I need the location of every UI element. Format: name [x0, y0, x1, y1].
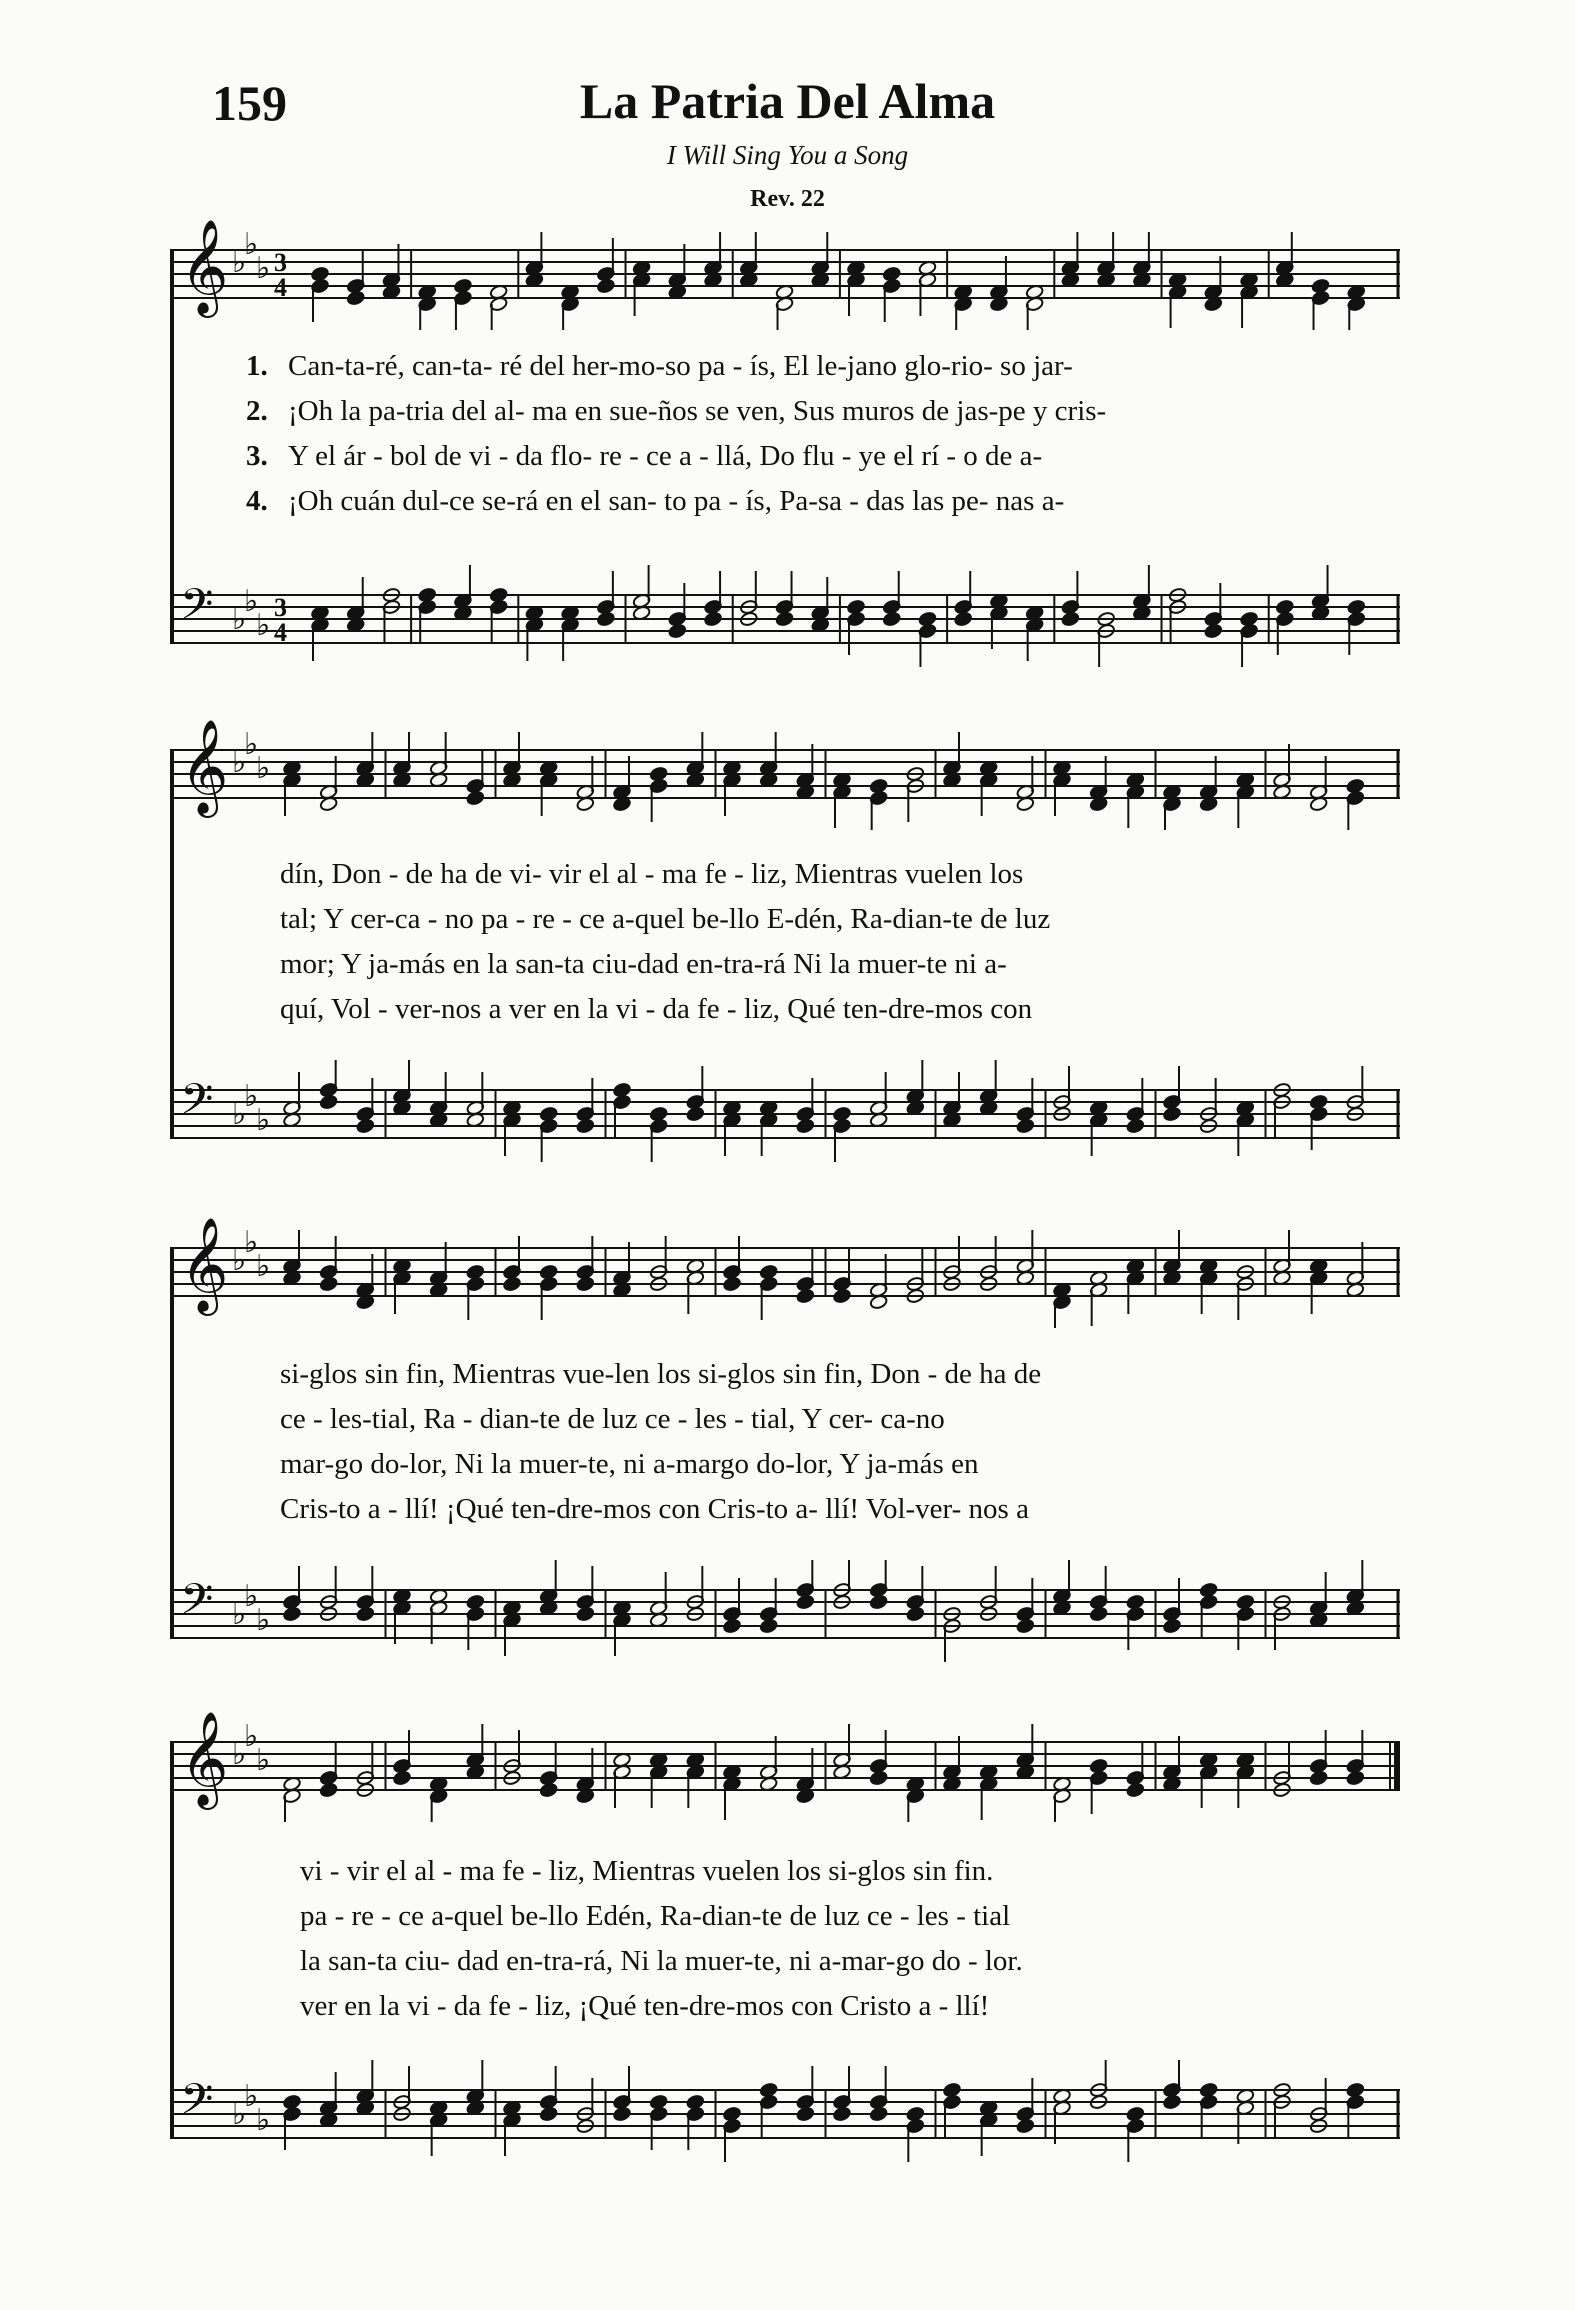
flat-icon: ♭ — [232, 602, 247, 637]
lyric-line — [170, 1945, 1400, 1985]
note-chord — [686, 1752, 705, 1808]
lyric-text: ce - les-tial, Ra - dian-te de luz ce - les - tial, Y cer- ca-no — [280, 1403, 945, 1435]
flat-icon: ♭ — [244, 1225, 259, 1260]
flat-icon: ♭ — [244, 1079, 259, 1114]
lyric-text: vi - vir el al - ma fe - liz, Mientras vuelen los si-glos sin fin. — [300, 1855, 994, 1887]
note-chord — [723, 2106, 742, 2162]
note-chord — [906, 2106, 925, 2162]
time-signature-top: 3 — [274, 248, 287, 277]
lyric-text: dín, Don - de ha de vi- vir el al - ma fe - liz, Mientras vuelen los — [280, 858, 1024, 890]
note-chord — [979, 1764, 998, 1820]
note-chord — [1089, 1758, 1108, 1814]
note-chord — [319, 1742, 338, 1798]
treble-clef-icon: 𝄞 — [180, 1218, 229, 1312]
system-bracket — [170, 1742, 174, 2138]
flat-icon: ♭ — [244, 584, 259, 619]
note-chord — [1346, 1730, 1365, 1786]
scripture-reference: Rev. 22 — [750, 186, 825, 212]
lyric-text: ¡Oh cuán dul-ce se-rá en el san- to pa - ís, Pa-sa - das las pe- nas a- — [288, 485, 1065, 517]
note-chord — [759, 2082, 778, 2138]
note-chord — [539, 1742, 558, 1798]
flat-icon: ♭ — [232, 2097, 247, 2132]
note-chord — [283, 1776, 302, 1822]
music-system-4 — [170, 0, 1400, 2310]
note-chord — [833, 1724, 852, 1780]
lyric-text: tal; Y cer-ca - no pa - re - ce a-quel be-llo E-dén, Ra-dian-te de luz — [280, 903, 1051, 935]
flat-icon: ♭ — [256, 1743, 271, 1778]
note-chord — [943, 2082, 962, 2138]
note-chord — [979, 2100, 998, 2156]
verse-number: 4. — [246, 485, 268, 517]
hymn-number: 159 — [212, 75, 287, 131]
note-chord — [1199, 1752, 1218, 1808]
flat-icon: ♭ — [232, 245, 247, 280]
verse-number: 2. — [246, 395, 268, 427]
flat-icon: ♭ — [256, 751, 271, 786]
flat-icon: ♭ — [256, 608, 271, 643]
note-chord — [1236, 1752, 1255, 1808]
note-chord — [943, 1736, 962, 1792]
note-chord — [1309, 1730, 1328, 1786]
note-chord — [649, 2094, 668, 2150]
bass-clef-icon: 𝄢 — [180, 1075, 214, 1135]
note-chord — [466, 2060, 485, 2116]
verse-number: 3. — [246, 440, 268, 472]
note-chord — [539, 2066, 558, 2122]
lyric-text: Y el ár - bol de vi - da flo- re - ce a - llá, Do flu - ye el rí - o de a- — [288, 440, 1043, 472]
flat-icon: ♭ — [232, 1597, 247, 1632]
lyric-text: ¡Oh la pa-tria del al- ma en sue-ños se ven, Sus muros de jas-pe y cris- — [288, 395, 1107, 427]
bass-clef-icon: 𝄢 — [180, 580, 214, 640]
note-chord — [1053, 2088, 1072, 2144]
lyric-line — [170, 1855, 1400, 1895]
flat-icon: ♭ — [232, 745, 247, 780]
time-signature-top: 3 — [274, 593, 287, 622]
note-chord — [356, 2060, 375, 2116]
note-chord — [466, 1724, 485, 1780]
note-chord — [1199, 2082, 1218, 2138]
treble-clef-icon: 𝄞 — [180, 720, 229, 814]
note-chord — [1163, 2060, 1182, 2110]
lyric-text: Cris-to a - llí! ¡Qué ten-dre-mos con Cris-to a- llí! Vol-ver- nos a — [280, 1493, 1029, 1525]
note-chord — [503, 2100, 522, 2156]
flat-icon: ♭ — [256, 2103, 271, 2138]
flat-icon: ♭ — [232, 1737, 247, 1772]
note-chord — [1016, 1724, 1035, 1780]
lyric-text: ver en la vi - da fe - liz, ¡Qué ten-dre-mos con Cristo a - llí! — [300, 1990, 990, 2022]
note-chord — [613, 1752, 632, 1808]
note-chord — [613, 2066, 632, 2122]
flat-icon: ♭ — [256, 1103, 271, 1138]
flat-icon: ♭ — [232, 1243, 247, 1278]
bass-clef-icon: 𝄢 — [180, 1575, 214, 1635]
note-chord — [906, 1776, 925, 1822]
note-chord — [869, 1730, 888, 1786]
note-chord — [686, 2094, 705, 2150]
note-chord — [759, 1736, 778, 1792]
note-chord — [1016, 2078, 1035, 2134]
hymn-subtitle: I Will Sing You a Song — [666, 140, 909, 170]
flat-icon: ♭ — [244, 2079, 259, 2114]
flat-icon: ♭ — [244, 727, 259, 762]
note-chord — [869, 2066, 888, 2122]
lyric-text: si-glos sin fin, Mientras vue-len los si-glos sin fin, Don - de ha de — [280, 1358, 1042, 1390]
flat-icon: ♭ — [244, 227, 259, 262]
note-chord — [1163, 1736, 1182, 1792]
flat-icon: ♭ — [244, 1579, 259, 1614]
treble-staff — [170, 1712, 1400, 1822]
bass-clef-icon: 𝄢 — [180, 2075, 214, 2135]
note-chord — [796, 1748, 815, 1804]
bass-staff — [170, 2060, 1400, 2170]
note-chord — [833, 2066, 852, 2122]
note-chord — [1236, 2088, 1255, 2144]
note-chord — [1126, 1742, 1145, 1798]
treble-clef-icon: 𝄞 — [180, 1712, 229, 1806]
lyric-text: pa - re - ce a-quel be-llo Edén, Ra-dian-te de luz ce - les - tial — [300, 1900, 1011, 1932]
note-chord — [1126, 2106, 1145, 2162]
note-chord — [796, 2066, 815, 2122]
flat-icon: ♭ — [244, 1719, 259, 1754]
flat-icon: ♭ — [256, 1249, 271, 1284]
lyric-text: quí, Vol - ver-nos a ver en la vi - da fe - liz, Qué ten-dre-mos con — [280, 993, 1033, 1025]
note-chord — [1346, 2082, 1365, 2138]
lyric-text: mor; Y ja-más en la san-ta ciu-dad en-tra-rá Ni la muer-te ni a- — [280, 948, 1007, 980]
hymn-title: La Patria Del Alma — [579, 73, 996, 129]
time-signature-bottom: 4 — [274, 618, 287, 647]
note-chord — [576, 1748, 595, 1804]
verse-number: 1. — [246, 350, 268, 382]
lyric-text: la san-ta ciu- dad en-tra-rá, Ni la muer-te, ni a-mar-go do - lor. — [300, 1945, 1023, 1977]
lyric-text: mar-go do-lor, Ni la muer-te, ni a-margo do-lor, Y ja-más en — [280, 1448, 979, 1480]
note-chord — [393, 1730, 412, 1786]
note-chord — [429, 1776, 448, 1822]
note-chord — [649, 1752, 668, 1808]
note-chord — [283, 2094, 302, 2150]
lyric-line — [170, 1990, 1400, 2030]
note-chord — [429, 2100, 448, 2156]
lyric-text: Can-ta-ré, can-ta- ré del her-mo-so pa - ís, El le-jano glo-rio- so jar- — [288, 350, 1073, 382]
note-chord — [723, 1764, 742, 1820]
note-chord — [319, 2072, 338, 2128]
flat-icon: ♭ — [232, 1097, 247, 1132]
lyric-line — [170, 1900, 1400, 1940]
treble-clef-icon: 𝄞 — [180, 220, 229, 314]
flat-icon: ♭ — [256, 251, 271, 286]
note-chord — [1053, 1776, 1072, 1822]
time-signature-bottom: 4 — [274, 273, 287, 302]
flat-icon: ♭ — [256, 1603, 271, 1638]
